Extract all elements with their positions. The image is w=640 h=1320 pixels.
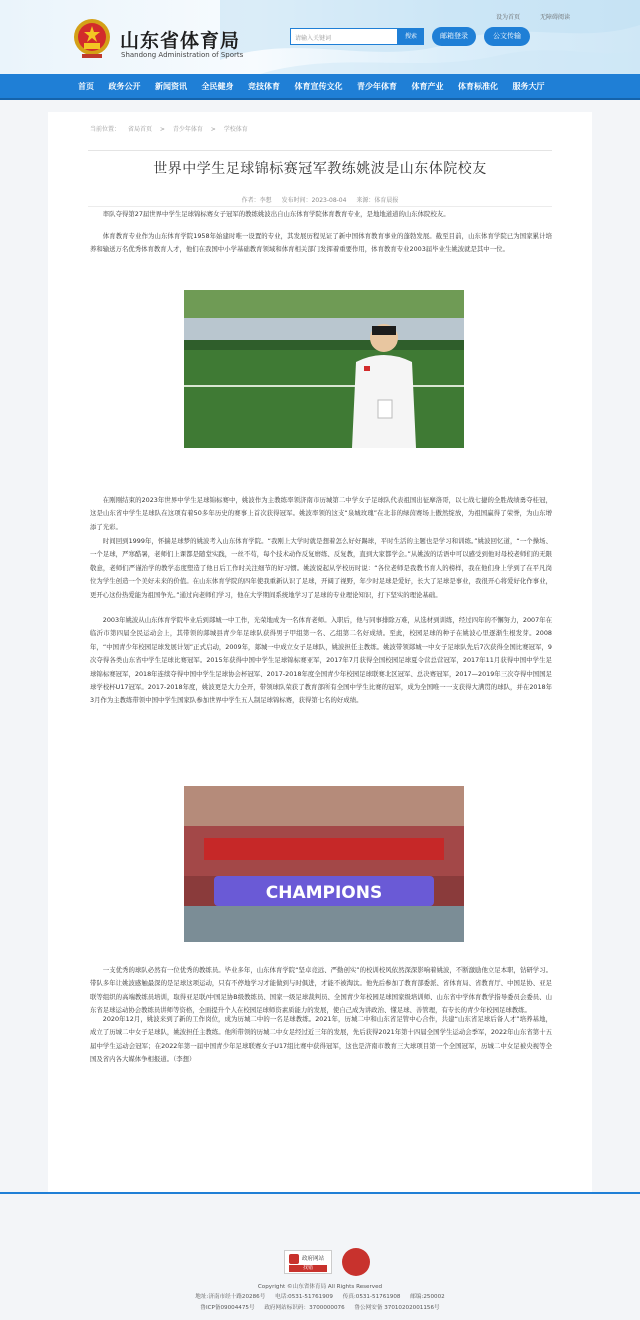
article-paragraph: 时间回到1999年，怀揣足球梦的姚波考入山东体育学院。“我刚上大学时就是想着怎么好好踢球，平时生活的主题也是学习和训练。”姚波回忆道，“一个操场、一个足球，严寒酷暑，老师们上课都是随堂实践，一丝不苟，每个技术动作反复磨练、反复教，直到大家都学会。”从姚波的话语中可以感受到他对母校老师们的无限敬意，老师们严谨治学的教学态度塑造了他日后工作时关注细节的好习惯。姚波说起从学校历时说：“各位老师是我教书育人的榜样，我在他们身上学到了在平凡岗位为学生创造一个美好未来的价值。在山东体育学院的四年使我重新认识了足球，开阔了视野，年少时足球是爱好，长大了足球是事业，我很开心将爱好化作事业，更开心这份热爱能为祖国争光。”通过向老师们学习，他在大学期间系统地学习了足球的专业理论知识，打下坚实的理论基础。 <box>90 537 552 599</box>
nav-item-gov-affairs[interactable]: 政务公开 <box>108 82 141 91</box>
nav-item-news[interactable]: 新闻资讯 <box>155 82 187 91</box>
site-english-name: Shandong Administration of Sports <box>121 51 244 59</box>
contact-info <box>0 1292 640 1300</box>
copyright-text: Copyright ©山东省体育局 All Rights Reserved <box>257 1284 383 1290</box>
nav-item-home[interactable]: 首页 <box>78 82 94 91</box>
badge-line1: 政府网站 <box>302 1256 325 1262</box>
national-emblem-icon[interactable] <box>72 16 112 60</box>
champions-photo <box>184 786 464 942</box>
nav-item-fitness[interactable]: 全民健身 <box>201 82 234 91</box>
phone: 电话:0531-51761909 <box>275 1294 333 1300</box>
gov-site-error-badge[interactable] <box>284 1250 332 1274</box>
breadcrumb-prefix: 当前位置： <box>90 126 121 133</box>
search-button[interactable]: 搜索 <box>398 28 424 45</box>
coach-photo <box>184 290 464 448</box>
breadcrumb-home[interactable]: 省局首页 <box>127 126 152 133</box>
badge-line2: 找错 <box>289 1265 327 1272</box>
article-paragraph: 一支优秀的球队必然有一位优秀的教练员。毕业多年，山东体育学院“坚卓竞远、严勤创实”的校训校风依然深深影响着姚波，不断激励他立足本职，钻研学习。带队多年让姚波感触最深的是足球这项运动，只有不停地学习才能做到与时俱进，才能不被淘汰。他先后参加了教育部委派、省体育局、省教育厅、中国足协、亚足联等组织的高端教练员培训，取得亚足联/中国足协B级教练员、国家一级足球裁判员、全国青少年校园足球国家级培训师、山东省中学体育教学指导委员会委员、山东省足球运动协会教练员讲师等资格，全面提升个人在校园足球师资素质能力的发展，使自己成为讲政治、懂足球、善管理，有专长的青少年校园足球教练。 <box>90 966 552 1015</box>
zip: 邮编:250002 <box>410 1294 445 1300</box>
breadcrumb-school[interactable]: 学校体育 <box>223 126 248 133</box>
header-decoration <box>220 0 640 74</box>
nav-item-industry[interactable]: 体育产业 <box>411 82 444 91</box>
nav-item-competitive[interactable]: 竞技体育 <box>248 82 280 91</box>
champions-banner-text: CHAMPIONS <box>265 883 383 903</box>
registration-info <box>0 1303 640 1311</box>
article-meta <box>48 195 592 204</box>
nav-item-standards[interactable]: 体育标准化 <box>458 82 498 91</box>
footer-divider <box>0 1192 640 1194</box>
nav-item-service[interactable]: 服务大厅 <box>512 82 545 91</box>
article-author: 作者：李想 <box>241 197 272 204</box>
fax: 传真:0531-51761908 <box>342 1294 401 1300</box>
main-nav <box>0 74 640 100</box>
breadcrumb-separator: > <box>210 126 216 133</box>
accessibility-link[interactable]: 无障碍阅读 <box>539 14 570 21</box>
police-link[interactable]: 鲁公网安备 37010202001156号 <box>354 1305 440 1311</box>
article-title: 世界中学生足球锦标赛冠军教练姚波是山东体院校友 <box>153 161 487 177</box>
party-emblem-icon[interactable] <box>342 1248 370 1276</box>
article-source: 来源：体育晨报 <box>356 197 399 204</box>
article-date: 发布时间：2023-08-04 <box>281 197 347 204</box>
icp-link[interactable]: 鲁ICP备09004475号 <box>200 1305 255 1311</box>
address: 地址:济南市经十路20286号 <box>195 1294 266 1300</box>
article-paragraph: 2003年姚波从山东体育学院毕业后到郯城一中工作，光荣地成为一名体育老师。入职后，他与同事排除万难，从选材到训练，经过四年的不懈努力，2007年在临沂市第四届全民运动会上，其带领的郯城县青少年足球队获得男子甲组第一名、乙组第二名好成绩。至此，校园足球的种子在姚波心里逐渐生根发芽。2008年，“中国青少年校园足球发展计划”正式启动，2009年，郯城一中成立女子足球队，姚波担任主教练。姚波带领郯城一中女子足球队先后7次获得全国比赛冠军，9次夺得各类山东省中学生足球比赛冠军。2015年获得中国中学生足球锦标赛亚军，2017年7月获得全国校园足球夏令营总营冠军，2017年11月获得中国中学生足球锦标赛冠军，2018年连续夺得中国中学生足球协会杯冠军、2017-2018年度全国青少年校园足球联赛北区冠军、总决赛冠军，2017—2019年三次夺得中国国足球学校杯U17冠军。2017-2018年度，姚波更是大力全开，带领球队荣获了教育部所有全国中学生比赛的冠军，成为全国唯一一支获得大满贯的球队，并在2018年3月作为主教练带领中国中学生国家队参加世界中学生五人制足球锦标赛，获得第七名的好成绩。 <box>90 616 552 705</box>
site-code: 政府网站标识码：3700000076 <box>264 1305 345 1311</box>
divider <box>88 206 552 207</box>
breadcrumb <box>90 124 254 133</box>
nav-item-culture[interactable]: 体育宣传文化 <box>294 82 343 91</box>
site-name[interactable]: 山东省体育局 <box>120 30 241 52</box>
badge-icon <box>289 1254 299 1264</box>
article-paragraph: 体育教育专业作为山东体育学院1958年始建时唯一设置的专业，其发展历程见证了新中国体育教育事业的蓬勃发展。截至目前，山东体育学院已为国家累计培养和输送万名优秀体育教育人才，他们在我国中小学基础教育领域和体育相关部门发挥着重要作用，体育教育专业2003届毕业生姚波就是其中一位。 <box>90 232 552 254</box>
article-paragraph: 率队夺得第27届世界中学生足球锦标赛女子冠军的教练姚波出自山东体育学院体育教育专业，是地地道道的山东体院校友。 <box>102 210 450 218</box>
article-paragraph: 在刚刚结束的2023年世界中学生足球锦标赛中，姚波作为主教练率领济南市历城第二中学女子足球队代表祖国出征摩洛哥，以七战七捷的全胜战绩勇夺桂冠，这是山东省中学生足球队在这项有着50多年历史的赛事上首次获得冠军。姚波率领的这支“泉城玫瑰”在北非的绿茵赛场上傲然绽放，为祖国赢得了荣誉，为山东增添了光彩。 <box>90 496 552 531</box>
set-homepage-link[interactable]: 设为首页 <box>496 14 521 21</box>
nav-item-youth[interactable]: 青少年体育 <box>357 82 397 91</box>
breadcrumb-youth[interactable]: 青少年体育 <box>172 126 203 133</box>
breadcrumb-separator: > <box>159 126 165 133</box>
article-paragraph: 2020年12月，姚波来到了新的工作岗位，成为历城二中的一名足球教练。2021年，历城二中和山东省足管中心合作，共建“山东省足球后备人才”培养基地，成立了历城二中女子足球队，姚波担任主教练。他所带领的历城二中女足经过近三年的发展，先后获得2021年第十四届全国学生运动会季军，2022年山东省第十五届中学生运动会冠军；在2022年第一届中国青少年足球联赛女子U17组比赛中获得冠军，这也是济南市教育三大球项目第一个全国冠军，历城二中女足被央视等全国及省内各大媒体争相报道。（李想） <box>90 1015 552 1064</box>
top-links <box>478 12 570 21</box>
search-input[interactable]: 请输入关键词 <box>290 28 398 45</box>
divider <box>88 150 552 151</box>
doc-transfer-button[interactable]: 公文传输 <box>484 27 530 46</box>
mail-login-button[interactable]: 邮箱登录 <box>432 27 476 46</box>
article-card <box>48 112 592 1192</box>
site-header <box>0 0 640 74</box>
